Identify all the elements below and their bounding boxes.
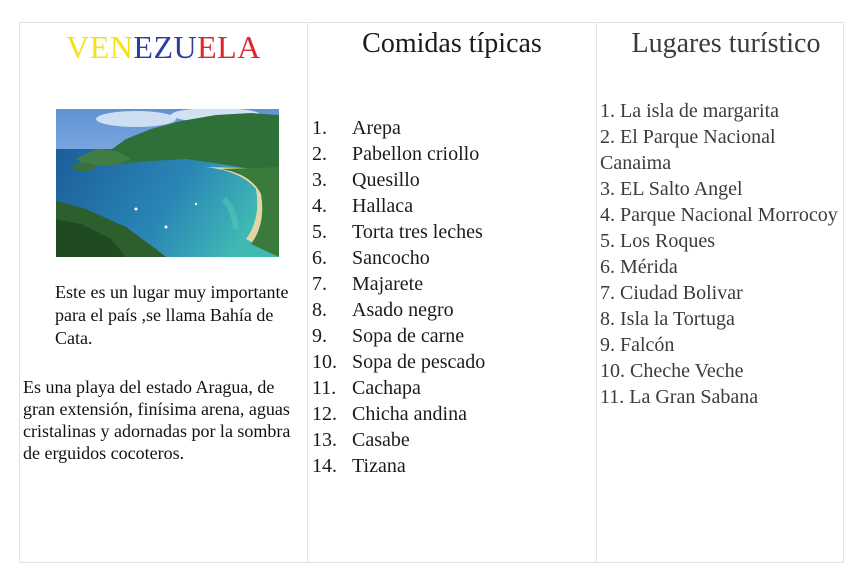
title-part-red: ELA — [197, 29, 261, 65]
list-item: 5. Los Roques — [600, 230, 715, 252]
list-item: 1. La isla de margarita — [600, 100, 780, 122]
list-item: 9. Falcón — [600, 334, 675, 356]
list-item: 1. Arepa — [312, 117, 401, 139]
list-item: 3. EL Salto Angel — [600, 178, 743, 200]
bay-photo — [56, 109, 279, 257]
list-item: 10. Cheche Veche — [600, 360, 744, 382]
venezuela-title — [20, 29, 307, 66]
list-item: 6. Mérida — [600, 256, 678, 278]
places-list — [600, 98, 840, 410]
foods-panel — [307, 22, 597, 563]
photo-caption: Este es un lugar muy importante para el país ,se llama Bahía de Cata. — [55, 282, 289, 348]
list-item: 13. Casabe — [312, 429, 410, 451]
list-item: 4. Hallaca — [312, 195, 414, 217]
venezuela-panel — [19, 22, 308, 563]
list-item: 11. Cachapa — [312, 377, 421, 399]
list-item: 5. Torta tres leches — [312, 221, 483, 243]
title-part-blue: EZU — [133, 29, 198, 65]
places-panel — [596, 22, 844, 563]
places-title: Lugares turístico — [631, 28, 821, 59]
list-item: 8. Asado negro — [312, 299, 454, 321]
title-part-yellow: VEN — [66, 29, 134, 65]
list-item: 10. Sopa de pescado — [312, 351, 486, 373]
list-item: 4. Parque Nacional Morrocoy — [600, 204, 838, 226]
list-item: 14. Tizana — [312, 455, 406, 477]
list-item: 2. El Parque Nacional Canaima — [600, 126, 776, 174]
foods-title: Comidas típicas — [362, 28, 542, 59]
list-item: 2. Pabellon criollo — [312, 143, 480, 165]
list-item: 7. Ciudad Bolivar — [600, 282, 743, 304]
list-item: 11. La Gran Sabana — [600, 386, 759, 408]
beach-description: Es una playa del estado Aragua, de gran extensión, finísima arena, aguas cristalinas y adornadas por la sombra de erguidos cocoteros. — [23, 377, 291, 463]
list-item: 12. Chicha andina — [312, 403, 467, 425]
list-item: 6. Sancocho — [312, 247, 430, 269]
list-item: 7. Majarete — [312, 273, 424, 295]
foods-list — [312, 115, 592, 479]
list-item: 9. Sopa de carne — [312, 325, 465, 347]
list-item: 3. Quesillo — [312, 169, 420, 191]
list-item: 8. Isla la Tortuga — [600, 308, 735, 330]
